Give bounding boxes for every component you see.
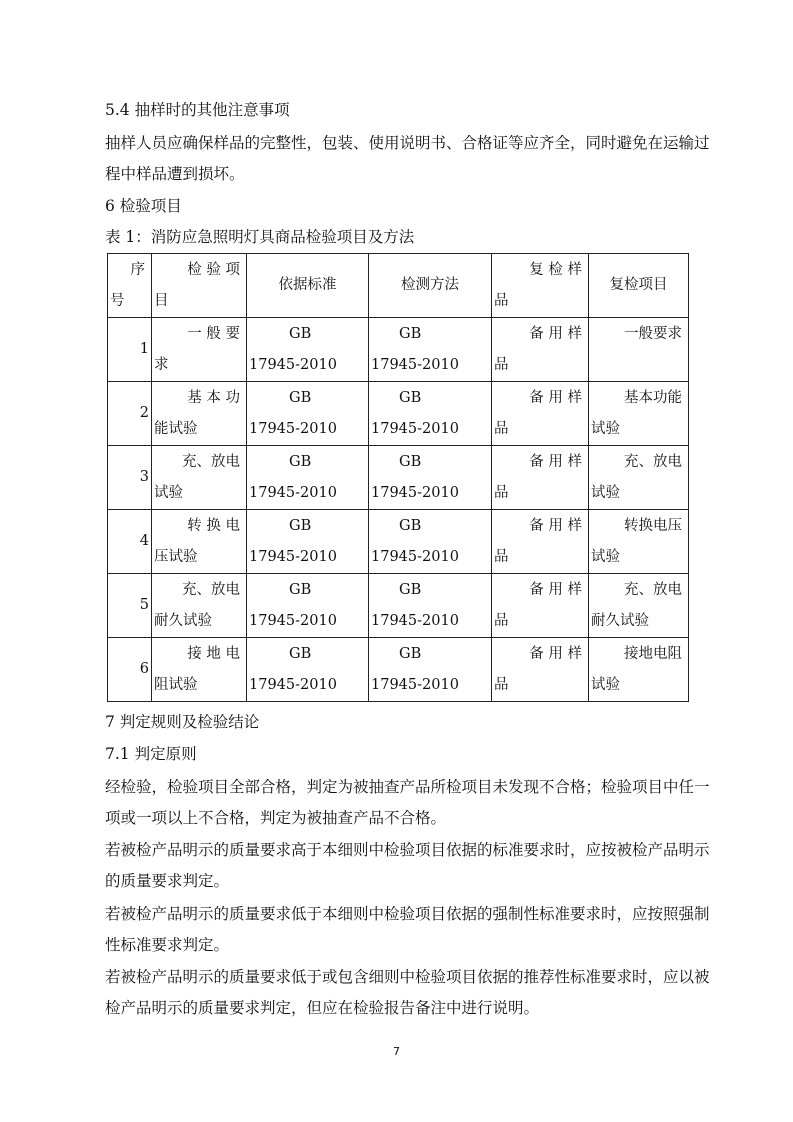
row-recheck: 转换电压 试验: [589, 510, 689, 574]
row-sample: 备 用 样 品: [492, 382, 589, 446]
row-method: GB 17945-2010: [369, 382, 492, 446]
row-method: GB 17945-2010: [369, 318, 492, 382]
row-item: 转 换 电 压试验: [152, 510, 247, 574]
section-heading-5-4: 5.4 抽样时的其他注意事项: [105, 101, 290, 119]
row-standard: GB 17945-2010: [247, 382, 369, 446]
row-standard: GB 17945-2010: [247, 638, 369, 702]
header-standard: 依据标准: [247, 254, 369, 318]
row-num: 5: [108, 574, 152, 638]
row-standard: GB 17945-2010: [247, 574, 369, 638]
row-standard: GB 17945-2010: [247, 318, 369, 382]
table-row: [108, 382, 689, 446]
row-recheck: 一般要求: [589, 318, 689, 382]
header-method: 检测方法: [369, 254, 492, 318]
row-method: GB 17945-2010: [369, 638, 492, 702]
row-standard: GB 17945-2010: [247, 446, 369, 510]
row-sample: 备 用 样 品: [492, 574, 589, 638]
header-sample: 复 检 样 品: [492, 254, 589, 318]
paragraph-line: 若被检产品明示的质量要求低于本细则中检验项目依据的强制性标准要求时，应按照强制: [105, 905, 710, 923]
row-sample: 备 用 样 品: [492, 318, 589, 382]
page-number: 7: [393, 1045, 400, 1058]
row-recheck: 充、放电 试验: [589, 446, 689, 510]
paragraph-line: 若被检产品明示的质量要求低于或包含细则中检验项目依据的推荐性标准要求时，应以被: [105, 968, 710, 986]
paragraph-line: 检产品明示的质量要求判定，但应在检验报告备注中进行说明。: [105, 999, 540, 1017]
section-heading-7-1: 7.1 判定原则: [105, 745, 197, 763]
paragraph-line: 抽样人员应确保样品的完整性，包装、使用说明书、合格证等应齐全，同时避免在运输过: [105, 134, 710, 152]
row-num: 2: [108, 382, 152, 446]
row-sample: 备 用 样 品: [492, 638, 589, 702]
row-item: 充、放电 耐久试验: [152, 574, 247, 638]
row-standard: GB 17945-2010: [247, 510, 369, 574]
header-recheck: 复检项目: [589, 254, 689, 318]
table-row: [108, 574, 689, 638]
paragraph-line: 经检验，检验项目全部合格，判定为被抽查产品所检项目未发现不合格；检验项目中任一: [105, 778, 710, 796]
row-item: 接 地 电 阻试验: [152, 638, 247, 702]
row-recheck: 接地电阻 试验: [589, 638, 689, 702]
row-num: 1: [108, 318, 152, 382]
table-row: [108, 638, 689, 702]
paragraph-line: 项或一项以上不合格，判定为被抽查产品不合格。: [105, 809, 447, 827]
table-row: [108, 446, 689, 510]
table-header-row: [108, 254, 689, 318]
paragraph-line: 性标准要求判定。: [105, 936, 230, 954]
row-item: 充、放电 试验: [152, 446, 247, 510]
table-row: [108, 318, 689, 382]
row-sample: 备 用 样 品: [492, 446, 589, 510]
row-num: 3: [108, 446, 152, 510]
header-num: 序 号: [108, 254, 152, 318]
row-item: 一 般 要 求: [152, 318, 247, 382]
section-heading-7: 7 判定规则及检验结论: [105, 713, 260, 731]
table-row: [108, 510, 689, 574]
row-method: GB 17945-2010: [369, 510, 492, 574]
row-recheck: 基本功能 试验: [589, 382, 689, 446]
paragraph-line: 若被检产品明示的质量要求高于本细则中检验项目依据的标准要求时，应按被检产品明示: [105, 841, 710, 859]
paragraph-line: 的质量要求判定。: [105, 872, 230, 890]
row-method: GB 17945-2010: [369, 446, 492, 510]
paragraph-line: 程中样品遭到损坏。: [105, 165, 245, 183]
row-num: 6: [108, 638, 152, 702]
row-sample: 备 用 样 品: [492, 510, 589, 574]
inspection-items-table: [107, 253, 689, 702]
header-item: 检 验 项 目: [152, 254, 247, 318]
row-item: 基 本 功 能试验: [152, 382, 247, 446]
row-recheck: 充、放电 耐久试验: [589, 574, 689, 638]
row-method: GB 17945-2010: [369, 574, 492, 638]
table-caption: 表 1：消防应急照明灯具商品检验项目及方法: [105, 228, 415, 246]
row-num: 4: [108, 510, 152, 574]
section-heading-6: 6 检验项目: [105, 197, 182, 215]
